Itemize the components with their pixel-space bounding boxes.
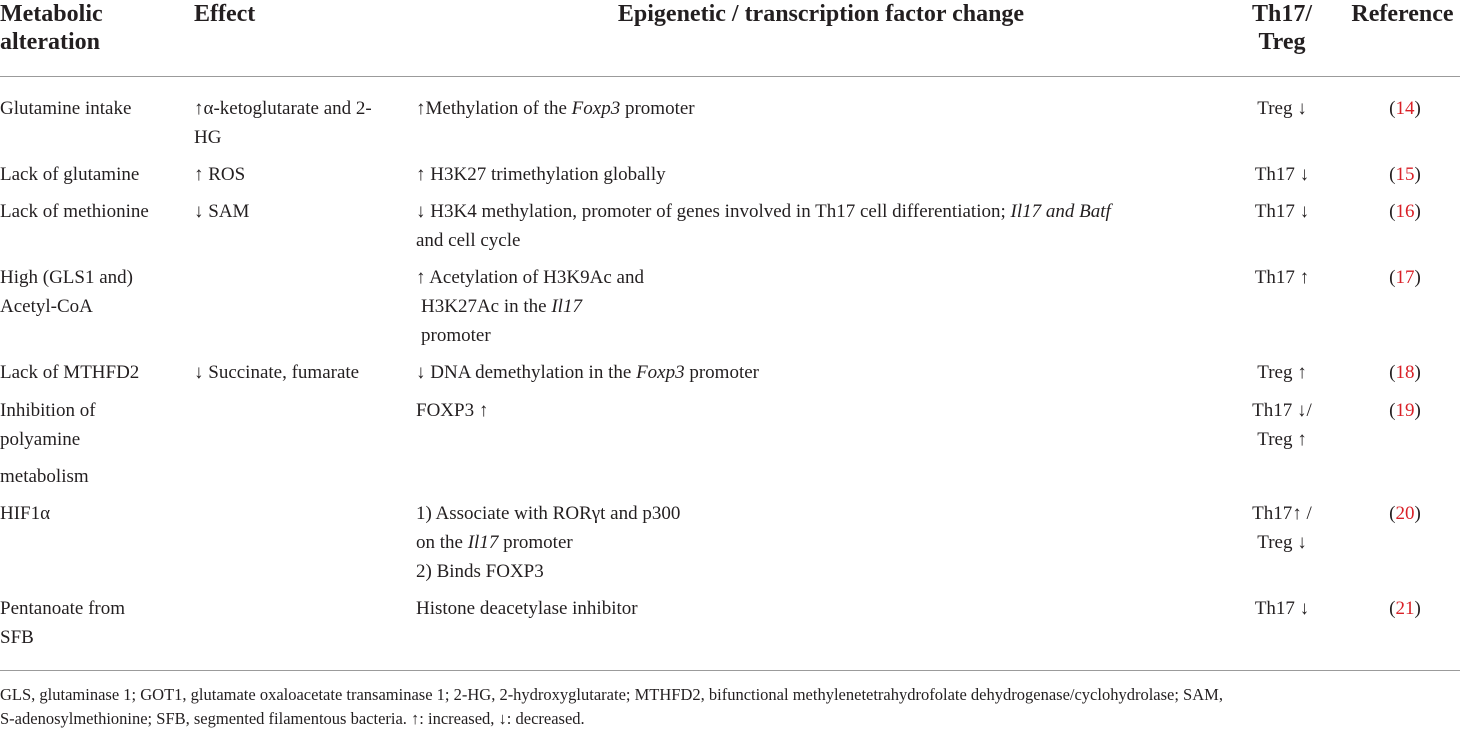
cell-text: Treg ↓: [1257, 532, 1307, 553]
footnote-line: S-adenosylmethionine; SFB, segmented filamentous bacteria. ↑: increased, ↓: decreased.: [0, 709, 585, 728]
gene-name: Il17: [467, 532, 499, 553]
header-metabolic-line2: alteration: [0, 29, 100, 55]
cell-text: promoter: [421, 325, 491, 346]
ref-paren: ): [1414, 267, 1421, 288]
header-metabolic-line1: Metabolic: [0, 1, 103, 27]
text-segment: ↓ DNA demethylation in the: [416, 362, 637, 383]
cell-metabolic: [0, 499, 185, 528]
cell-text: SFB: [0, 627, 34, 648]
cell-text: Pentanoate from: [0, 598, 126, 619]
reference-link[interactable]: 21: [1395, 598, 1415, 619]
cell-th17-treg: [1232, 594, 1332, 623]
cell-effect: [194, 197, 404, 226]
cell-text: Lack of glutamine: [0, 164, 140, 185]
header-th17-treg: [1232, 0, 1332, 56]
header-th17-line2: Treg: [1258, 29, 1306, 55]
ref-paren: ): [1414, 98, 1421, 119]
cell-text: 2) Binds FOXP3: [416, 561, 544, 582]
cell-epigenetic: [416, 197, 1226, 255]
cell-epigenetic: [416, 396, 1226, 425]
cell-text: Th17 ↓/: [1252, 400, 1312, 421]
cell-text: HG: [194, 127, 222, 148]
cell-reference: [1350, 358, 1460, 387]
cell-epigenetic: [416, 499, 1226, 586]
gene-name: Foxp3: [636, 362, 685, 383]
cell-text: ↑α-ketoglutarate and 2-: [194, 98, 372, 119]
cell-text: Th17 ↑: [1254, 267, 1310, 288]
footnote-line: GLS, glutaminase 1; GOT1, glutamate oxaloacetate transaminase 1; 2-HG, 2-hydroxyglutarate; MTHFD2, bifunctional methylenetetrahydrofolate dehydrogenase/cyclohydrolase; SAM,: [0, 685, 1223, 704]
cell-text: Th17 ↓: [1254, 598, 1310, 619]
cell-reference: [1350, 594, 1460, 623]
cell-text: Treg ↑: [1257, 362, 1307, 383]
cell-reference: [1350, 197, 1460, 226]
cell-th17-treg: [1232, 396, 1332, 454]
reference-link[interactable]: 20: [1395, 503, 1415, 524]
cell-text: ↑ H3K27 trimethylation globally: [416, 164, 666, 185]
cell-th17-treg: [1232, 160, 1332, 189]
cell-reference: [1350, 263, 1460, 292]
cell-text: ↓ SAM: [194, 201, 250, 222]
cell-reference: [1350, 160, 1460, 189]
cell-text: Histone deacetylase inhibitor: [416, 598, 638, 619]
cell-text: Glutamine intake: [0, 98, 132, 119]
cell-metabolic: [0, 358, 185, 387]
text-segment: promoter: [498, 532, 573, 553]
ref-paren: ): [1414, 362, 1421, 383]
cell-text: 1) Associate with RORγt and p300: [416, 503, 681, 524]
ref-paren: (: [1389, 598, 1396, 619]
cell-th17-treg: [1232, 263, 1332, 292]
ref-paren: (: [1389, 164, 1396, 185]
cell-epigenetic: [416, 594, 1226, 623]
cell-text: High (GLS1 and): [0, 267, 133, 288]
text-segment: promoter: [684, 362, 760, 383]
reference-link[interactable]: 17: [1395, 267, 1415, 288]
cell-text: [416, 292, 1226, 321]
ref-paren: ): [1414, 503, 1421, 524]
cell-text: ↑ ROS: [194, 164, 246, 185]
cell-text: HIF1α: [0, 503, 51, 524]
cell-epigenetic: [416, 94, 1226, 123]
cell-metabolic: [0, 396, 185, 491]
cell-text: Lack of methionine: [0, 201, 149, 222]
cell-text: Treg ↓: [1257, 98, 1307, 119]
cell-epigenetic: [416, 160, 1226, 189]
cell-th17-treg: [1232, 499, 1332, 557]
ref-paren: (: [1389, 400, 1396, 421]
cell-epigenetic: [416, 263, 1226, 350]
ref-paren: ): [1414, 201, 1421, 222]
cell-reference: [1350, 94, 1460, 123]
ref-paren: (: [1389, 98, 1396, 119]
cell-text: Acetyl-CoA: [0, 296, 93, 317]
cell-text: Lack of MTHFD2: [0, 362, 140, 383]
cell-metabolic: [0, 197, 185, 226]
reference-link[interactable]: 15: [1395, 164, 1415, 185]
header-epigenetic: Epigenetic / transcription factor change: [617, 1, 1025, 27]
cell-text: polyamine: [0, 429, 81, 450]
cell-effect: [194, 160, 404, 189]
reference-link[interactable]: 14: [1395, 98, 1415, 119]
cell-reference: [1350, 499, 1460, 528]
header-rule: [0, 76, 1460, 77]
gene-name: Il17: [551, 296, 582, 317]
cell-text: ↑ Acetylation of H3K9Ac and: [416, 267, 644, 288]
cell-text: Th17↑ /: [1252, 503, 1312, 524]
cell-metabolic: [0, 594, 185, 652]
cell-th17-treg: [1232, 197, 1332, 226]
ref-paren: (: [1389, 201, 1396, 222]
text-segment: ↓ H3K4 methylation, promoter of genes involved in Th17 cell differentiation;: [416, 201, 1011, 222]
text-segment: ↑Methylation of the: [416, 98, 572, 119]
text-segment: promoter: [620, 98, 695, 119]
ref-paren: ): [1414, 164, 1421, 185]
cell-th17-treg: [1232, 94, 1332, 123]
cell-text: and cell cycle: [416, 230, 521, 251]
ref-paren: ): [1414, 598, 1421, 619]
cell-text: [416, 358, 1226, 387]
header-reference: Reference: [1351, 1, 1454, 27]
cell-text: FOXP3 ↑: [416, 400, 489, 421]
ref-paren: (: [1389, 362, 1396, 383]
cell-text: Inhibition of: [0, 400, 96, 421]
cell-text: ↓ Succinate, fumarate: [194, 362, 360, 383]
reference-link[interactable]: 16: [1395, 201, 1415, 222]
footer-rule: [0, 670, 1460, 671]
cell-th17-treg: [1232, 358, 1332, 387]
cell-effect: [194, 94, 404, 152]
reference-link[interactable]: 18: [1395, 362, 1415, 383]
cell-metabolic: [0, 160, 185, 189]
cell-text: Treg ↑: [1257, 429, 1307, 450]
header-effect: Effect: [194, 1, 256, 27]
cell-text: [416, 197, 1226, 226]
text-segment: on the: [416, 532, 468, 553]
cell-text: Th17 ↓: [1254, 164, 1310, 185]
gene-name: Foxp3: [571, 98, 621, 119]
cell-effect: [194, 358, 404, 387]
cell-text: [416, 528, 1226, 557]
reference-link[interactable]: 19: [1395, 400, 1415, 421]
table-footnote: [0, 683, 1460, 731]
cell-text: metabolism: [0, 466, 89, 487]
header-th17-line1: Th17/: [1251, 1, 1313, 27]
cell-metabolic: [0, 94, 185, 123]
cell-metabolic: [0, 263, 185, 321]
text-segment: H3K27Ac in the: [421, 296, 552, 317]
ref-paren: (: [1389, 503, 1396, 524]
cell-reference: [1350, 396, 1460, 425]
ref-paren: (: [1389, 267, 1396, 288]
header-metabolic-alteration: [0, 0, 190, 56]
cell-text: [416, 94, 1226, 123]
ref-paren: ): [1414, 400, 1421, 421]
cell-epigenetic: [416, 358, 1226, 387]
cell-text: Th17 ↓: [1254, 201, 1310, 222]
gene-name: Il17 and Batf: [1010, 201, 1111, 222]
